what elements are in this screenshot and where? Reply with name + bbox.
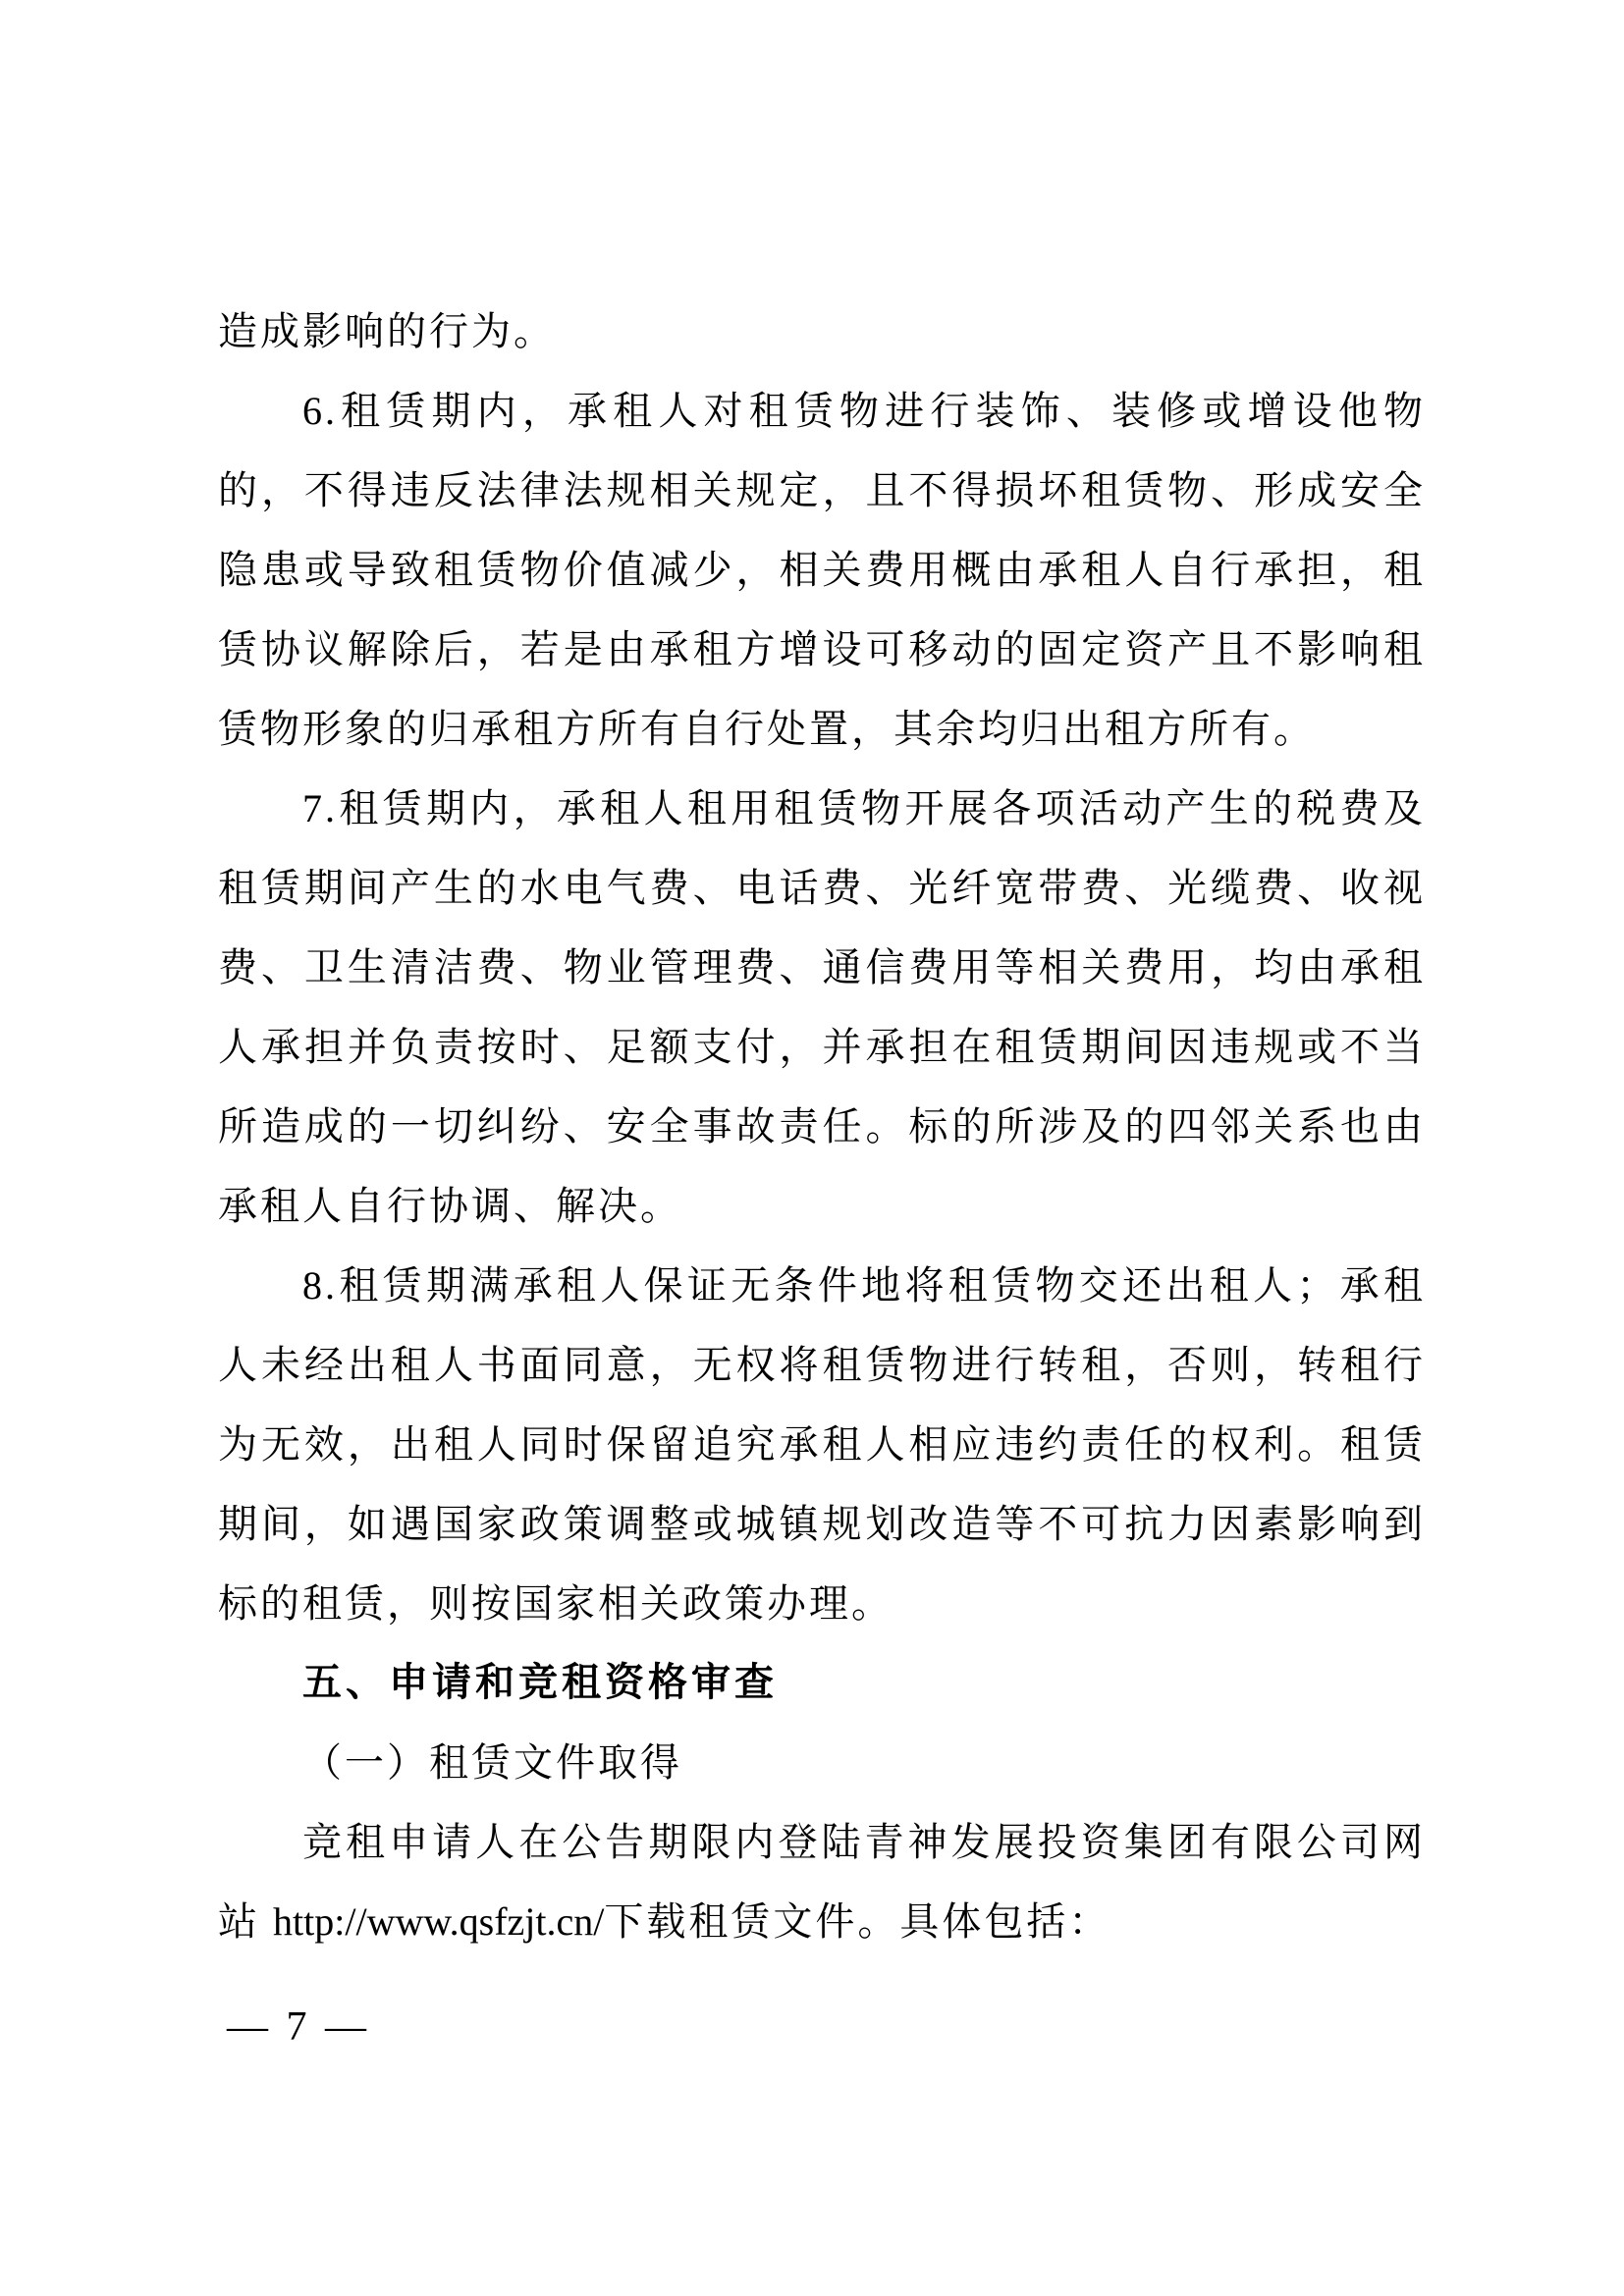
download-instructions-suffix: 下载租赁文件。具体包括： xyxy=(604,1899,1111,1944)
section-heading: 五、申请和竞租资格审查 xyxy=(302,1661,778,1704)
clause-7-paragraph: 7.租赁期内，承租人租用租赁物开展各项活动产生的税费及租赁期间产生的水电气费、电话费、光纤宽带费、光缆费、收视费、卫生清洁费、物业管理费、通信费用等相关费用，均由承租人承担并负责按时、足额支付，并承担在租赁期间因违规或不当所造成的一切纠纷、安全事故责任。标的所涉及的四邻关系也由承租人自行协调、解决。 xyxy=(218,786,1426,1228)
document-body xyxy=(218,292,1426,1961)
clause-8-paragraph: 8.租赁期满承租人保证无条件地将租赁物交还出租人；承租人未经出租人书面同意，无权将租赁物进行转租，否则，转租行为无效，出租人同时保留追究承租人相应违约责任的权利。租赁期间，如遇国家政策调整或城镇规划改造等不可抗力因素影响到标的租赁，则按国家相关政策办理。 xyxy=(218,1263,1426,1626)
website-url: http://www.qsfzjt.cn/ xyxy=(273,1899,605,1944)
continuation-paragraph: 造成影响的行为。 xyxy=(218,309,556,353)
download-instructions-prefix: 竞租申请人在公告期限内登陆青神发展投资集团有限公司网站 xyxy=(218,1820,1426,1944)
subsection-heading: （一）租赁文件取得 xyxy=(302,1740,682,1785)
clause-6-paragraph: 6.租赁期内，承租人对租赁物进行装饰、装修或增设他物的，不得违反法律法规相关规定，且不得损坏租赁物、形成安全隐患或导致租赁物价值减少，相关费用概由承租人自行承担，租赁协议解除后，若是由承租方增设可移动的固定资产且不影响租赁物形象的归承租方所有自行处置，其余均归出租方所有。 xyxy=(218,389,1426,751)
download-instructions-paragraph xyxy=(218,1802,1426,1961)
page-number: — 7 — xyxy=(227,2004,370,2050)
